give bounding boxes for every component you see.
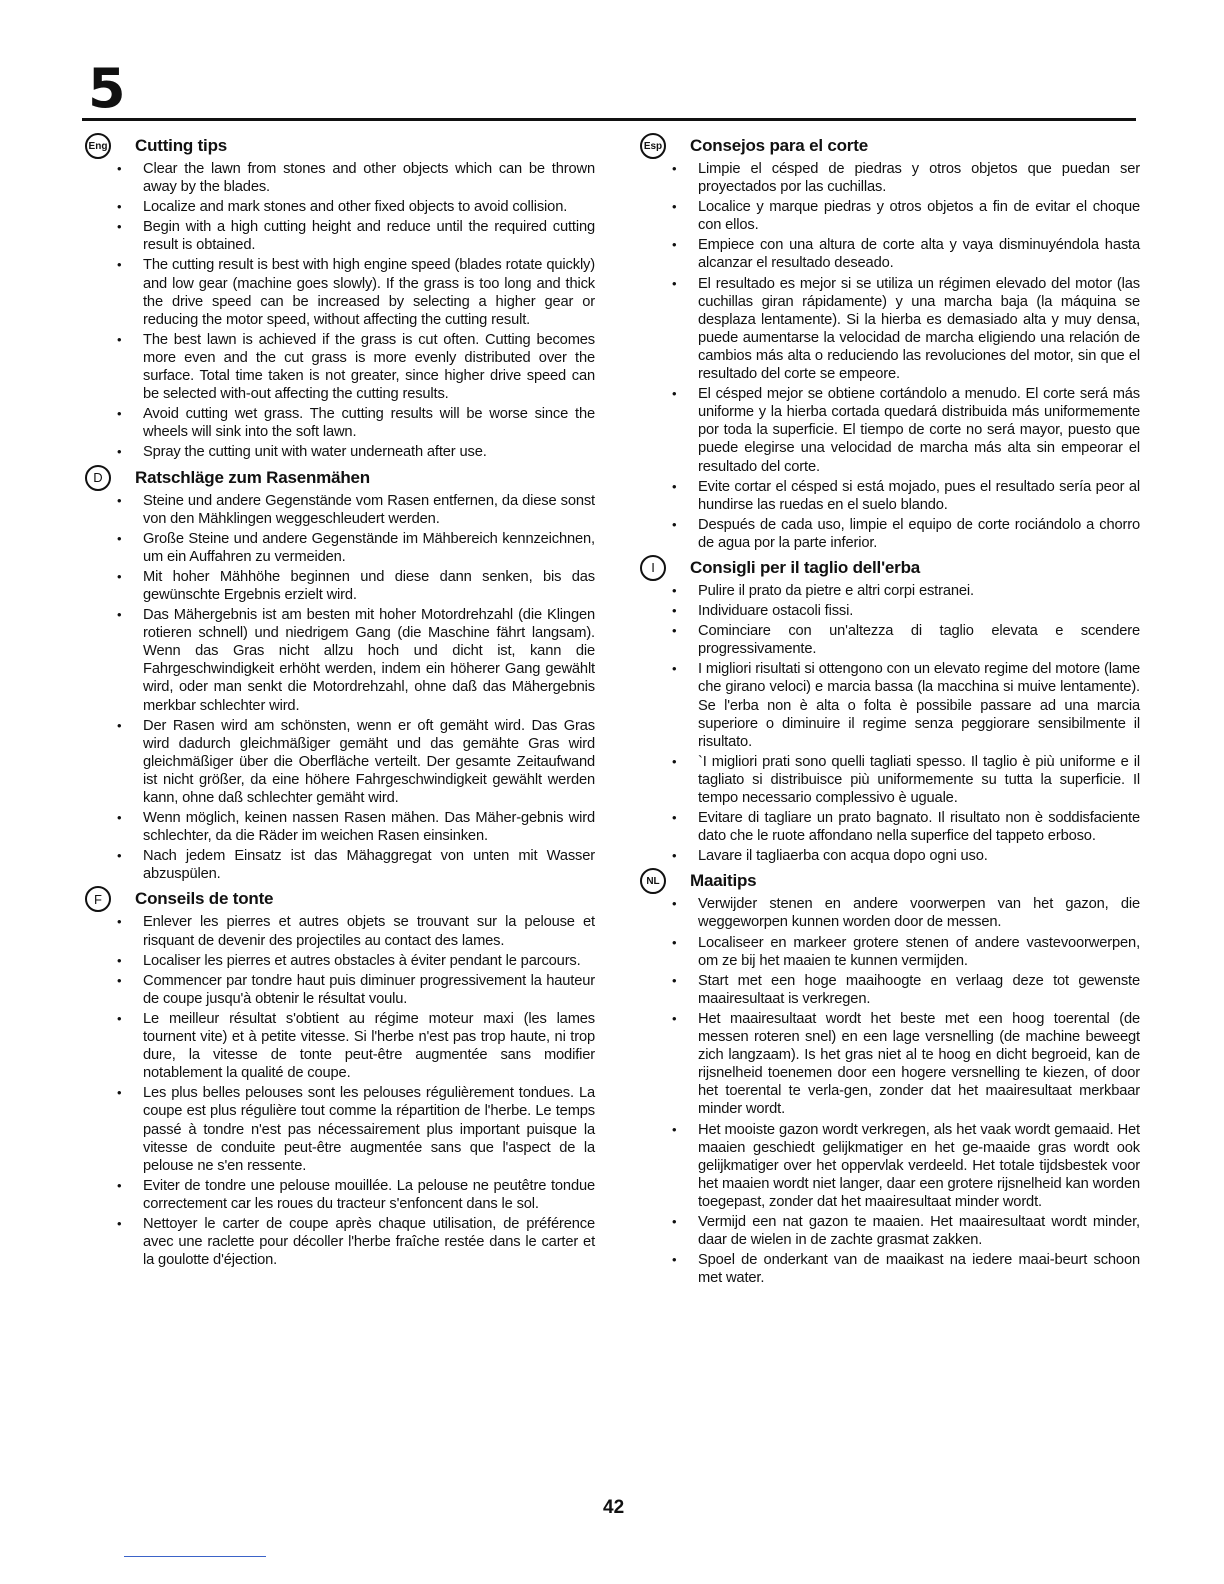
list-item: • Individuare ostacoli fissi. (640, 602, 1140, 620)
page-number: 42 (603, 1497, 625, 1518)
list-item: • Start met een hoge maaihoogte en verlaag deze tot gewenste maairesultaat is verkregen. (640, 972, 1140, 1008)
section-header (640, 132, 1140, 160)
list-item: • Empiece con una altura de corte alta y vaya disminuyéndola hasta alcanzar el resultado deseado. (640, 236, 1140, 272)
list-item: • Le meilleur résultat s'obtient au régime moteur maxi (les lames tournent vite) et à petite vitesse. Si l'herbe n'est pas trop haute, ni trop dure, la vitesse de tonte peut-être augmentée sans modifier notablement la qualité de coupe. (85, 1010, 595, 1082)
header-rule (82, 118, 1136, 121)
language-badge-icon: F (85, 886, 111, 912)
section-header (640, 554, 1140, 582)
section-title: Consigli per il taglio dell'erba (690, 557, 921, 577)
list-item: • Commencer par tondre haut puis diminuer progressivement la hauteur de coupe jusqu'à obtenir le résultat voulu. (85, 972, 595, 1008)
list-item: • Der Rasen wird am schönsten, wenn er oft gemäht wird. Das Gras wird dadurch gleichmäßiger gemäht und das gemähte Gras wird gleichmäßiger über die Oberfläche verteilt. Der gesamte Zeitaufwand ist nicht größer, da eine höhere Fahrgeschwindigkeit gewählt werden kann, ohne daß schlechter gemäht wird. (85, 717, 595, 807)
language-badge-icon: I (640, 555, 666, 581)
list-item: • Localize and mark stones and other fixed objects to avoid collision. (85, 198, 595, 216)
list-item: • Spray the cutting unit with water underneath after use. (85, 443, 595, 461)
list-item: • Begin with a high cutting height and reduce until the required cutting result is obtained. (85, 218, 595, 254)
section-header (85, 132, 595, 160)
section-title: Conseils de tonte (135, 889, 274, 909)
list-item: • Evitare di tagliare un prato bagnato. Il risultato non è soddisfaciente dato che le ruote affondano nella superfice del tappeto erboso. (640, 809, 1140, 845)
list-item: • Das Mähergebnis ist am besten mit hoher Motordrehzahl (die Klingen rotieren schnell) und niedrigem Gang (die Maschine fährt langsam). Wenn das Gras nicht allzu hoch und dicht ist, kann die Fahrgeschwindigkeit erhöht werden, indem ein höherer Gang gewählt wird, oder man senkt die Motordrehzahl, ohne daß das Mähergebnis merkbar schlechter wird. (85, 606, 595, 715)
list-item: • Verwijder stenen en andere voorwerpen van het gazon, die weggeworpen kunnen worden door de messen. (640, 895, 1140, 931)
list-item: • Enlever les pierres et autres objets se trouvant sur la pelouse et risquant de devenir des projectiles au contact des lames. (85, 913, 595, 949)
footer-rule (124, 1556, 266, 1557)
chapter-number: 5 (88, 57, 125, 120)
tips-list (640, 160, 1140, 552)
list-item: • Mit hoher Mähhöhe beginnen und diese dann senken, bis das gewünschte Ergebnis erzielt wird. (85, 568, 595, 604)
list-item: • Cominciare con un'altezza di taglio elevata e scendere progressivamente. (640, 622, 1140, 658)
list-item: • Evite cortar el césped si está mojado, pues el resultado sería peor al hundirse las ruedas en el suelo blando. (640, 478, 1140, 514)
left-column (85, 132, 595, 1271)
section-italian (640, 554, 1140, 865)
language-badge-icon: NL (640, 868, 666, 894)
language-badge-icon: D (85, 465, 111, 491)
tips-list (85, 492, 595, 884)
list-item: • Localiser les pierres et autres obstacles à éviter pendant le parcours. (85, 952, 595, 970)
section-title: Cutting tips (135, 136, 228, 155)
section-title: Maaitips (690, 871, 757, 891)
list-item: • Localice y marque piedras y otros objetos a fin de evitar el choque con ellos. (640, 198, 1140, 234)
list-item: • Het maairesultaat wordt het beste met een hoog toerental (de messen roteren snel) en een lage versnelling (de machine beweegt zich langzaam). Is het gras niet al te hoog en dicht begroeid, kan de rijsnelheid toenemen door een hogere versnelling te kiezen, of door het toerental te verla-gen, zonder dat het maairesultaat merkbaar minder wordt. (640, 1010, 1140, 1119)
language-badge-icon: Eng (85, 133, 111, 159)
list-item: • Große Steine und andere Gegenstände im Mähbereich kennzeichnen, um ein Auffahren zu vermeiden. (85, 530, 595, 566)
section-header (640, 867, 1140, 895)
section-dutch (640, 867, 1140, 1287)
section-french (85, 885, 595, 1269)
section-header (85, 885, 595, 913)
list-item: • Pulire il prato da pietre e altri corpi estranei. (640, 582, 1140, 600)
list-item: • Después de cada uso, limpie el equipo de corte rociándolo a chorro de agua por la parte inferior. (640, 516, 1140, 552)
section-spanish (640, 132, 1140, 552)
list-item: • I migliori risultati si ottengono con un elevato regime del motore (lame che girano veloci) e marcia bassa (la macchina si muive lentamente). Se l'erba non è alta o folta è possibile passare ad una marcia superiore o diminuire il regime senza peggiorare sensibilmente il risultato. (640, 660, 1140, 750)
list-item: • Eviter de tondre une pelouse mouillée. La pelouse ne peutêtre tondue correctement car les roues du tracteur s'enfoncent dans le sol. (85, 1177, 595, 1213)
list-item: • Nach jedem Einsatz ist das Mähaggregat von unten mit Wasser abzuspülen. (85, 847, 595, 883)
list-item: • Het mooiste gazon wordt verkregen, als het vaak wordt gemaaid. Het maaien geschiedt gelijkmatiger en het ge-maaide gras wordt ook gelijkmatiger over het oppervlak verdeeld. Het totale tijdsbestek voor het maaien wordt niet langer, daar een grotere rijsnelheid kan worden toegepast, zonder dat het maairesultaat minder wordt. (640, 1121, 1140, 1211)
section-title: Ratschläge zum Rasenmähen (135, 467, 370, 487)
section-german (85, 464, 595, 884)
language-badge-icon: Esp (640, 133, 666, 159)
tips-list (640, 895, 1140, 1287)
list-item: • Wenn möglich, keinen nassen Rasen mähen. Das Mäher-gebnis wird schlechter, da die Räder im weichen Rasen einsinken. (85, 809, 595, 845)
list-item: • Clear the lawn from stones and other objects which can be thrown away by the blades. (85, 160, 595, 196)
section-title: Consejos para el corte (690, 136, 868, 155)
list-item: • El resultado es mejor si se utiliza un régimen elevado del motor (las cuchillas giran rápidamente) y una marcha baja (la máquina se desplaza lentamente). Si la hierba es demasiado alta y muy densa, puede aumentarse la velocidad de marcha eligiendo una relación de cambios más alta o reduciendo las revoluciones del motor, sin que el resultado del corte se empeore. (640, 275, 1140, 384)
list-item: • The best lawn is achieved if the grass is cut often. Cutting becomes more even and the cut grass is more evenly distributed over the surface. Total time taken is not greater, since higher drive speed can be selected with-out affecting the cutting results. (85, 331, 595, 403)
list-item: • Spoel de onderkant van de maaikast na iedere maai-beurt schoon met water. (640, 1251, 1140, 1287)
list-item: • Vermijd een nat gazon te maaien. Het maairesultaat wordt minder, daar de wielen in de zachte grasmat zakken. (640, 1213, 1140, 1249)
list-item: • Localiseer en markeer grotere stenen of andere vastevoorwerpen, om ze bij het maaien te kunnen vermijden. (640, 934, 1140, 970)
section-english (85, 132, 595, 462)
list-item: • Lavare il tagliaerba con acqua dopo ogni uso. (640, 847, 1140, 865)
list-item: • The cutting result is best with high engine speed (blades rotate quickly) and low gear (machine goes slowly). If the grass is too long and thick the drive speed can be increased by selecting a higher gear or reducing the motor speed, without affecting the cutting result. (85, 256, 595, 328)
list-item: • El césped mejor se obtiene cortándolo a menudo. El corte será más uniforme y la hierba cortada quedará distribuida más uniformemente por toda la superficie. El tiempo de corte no será mayor, puesto que puede elegirse una velocidad de marcha más alta sin empeorar el resultado del corte. (640, 385, 1140, 475)
section-header (85, 464, 595, 492)
list-item: • Steine und andere Gegenstände vom Rasen entfernen, da diese sonst von den Mähklingen weggeschleudert werden. (85, 492, 595, 528)
list-item: • Limpie el césped de piedras y otros objetos que puedan ser proyectados por las cuchillas. (640, 160, 1140, 196)
tips-list (640, 582, 1140, 865)
list-item: • Avoid cutting wet grass. The cutting results will be worse since the wheels will sink into the soft lawn. (85, 405, 595, 441)
tips-list (85, 913, 595, 1269)
right-column (640, 132, 1140, 1289)
list-item: • Les plus belles pelouses sont les pelouses régulièrement tondues. La coupe est plus régulière tout comme la répartition de l'herbe. Le temps passé à tondre n'est pas nécessairement plus important puisque la vitesse de conduite peut-être augmentée sans que l'aspect de la pelouse ne s'en ressente. (85, 1084, 595, 1174)
list-item: • Nettoyer le carter de coupe après chaque utilisation, de préférence avec une raclette pour décoller l'herbe fraîche restée dans le carter et la goulotte d'éjection. (85, 1215, 595, 1269)
tips-list (85, 160, 595, 462)
list-item: • `I migliori prati sono quelli tagliati spesso. Il taglio è più uniforme e il tagliato si distribuisce più uniformemente su tutta la superficie. Il tempo necessario complessivo è uguale. (640, 753, 1140, 807)
